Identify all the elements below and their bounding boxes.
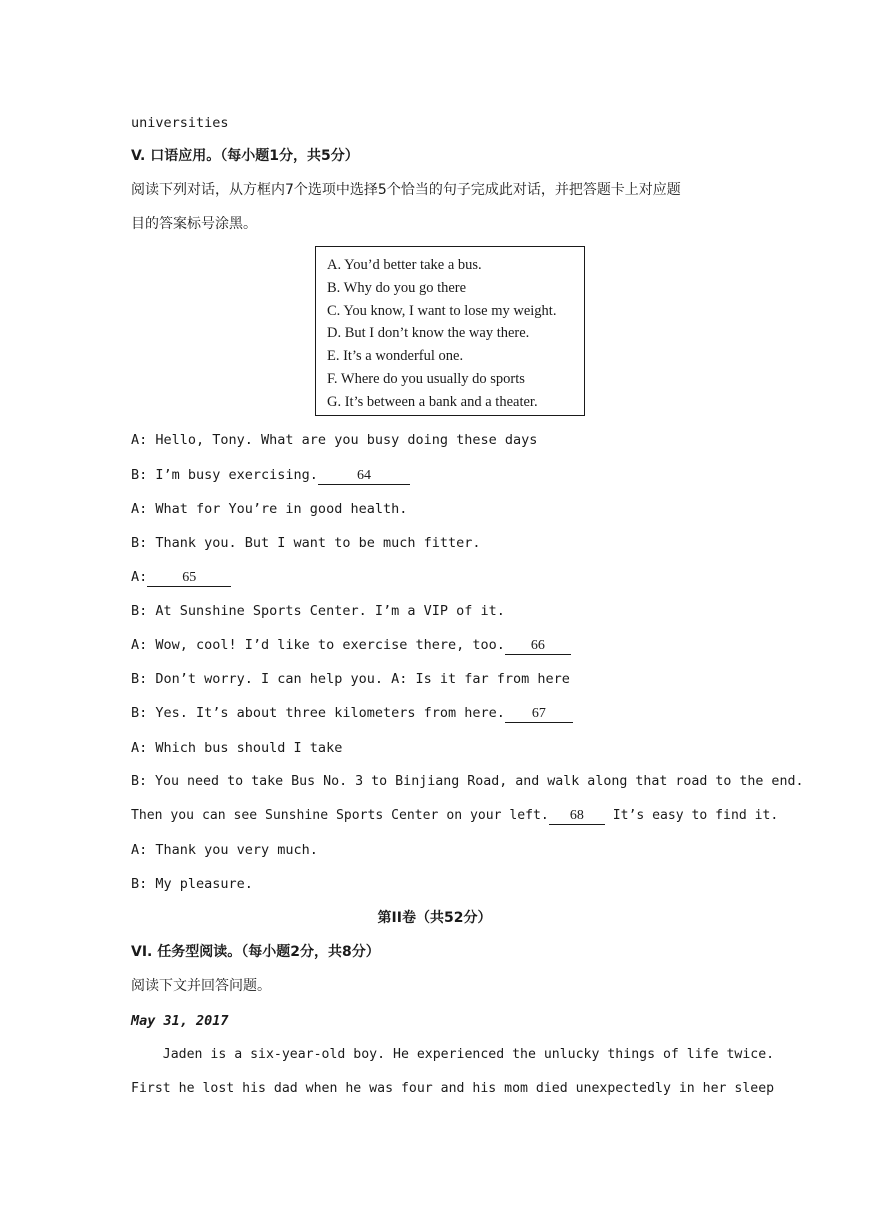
instruction-text: 阅读下文并回答问题。 [131,978,271,994]
answer-blank: 67 [505,706,573,723]
dialogue-line: B: Thank you. But I want to be much fitter. [131,535,481,551]
dialogue-line [131,466,410,485]
dialogue-line: A: What for You’re in good health. [131,501,408,517]
section-heading: VI. 任务型阅读。（每小题2分，共8分） [131,944,380,960]
option-item: C. You know, I want to lose my weight. [327,302,557,319]
section-heading: V. 口语应用。（每小题1分，共5分） [131,148,359,164]
option-item: F. Where do you usually do sports [327,370,525,387]
dialogue-text: A: [131,569,148,585]
passage-date: May 31, 2017 [131,1013,229,1029]
option-item: G. It’s between a bank and a theater. [327,393,538,410]
dialogue-line: B: My pleasure. [131,876,253,892]
dialogue-text: B: Yes. It’s about three kilometers from here. [131,705,505,721]
dialogue-line: B: At Sunshine Sports Center. I’m a VIP of it. [131,603,505,619]
dialogue-text: It’s easy to find it. [604,808,779,823]
dialogue-line [131,704,573,723]
dialogue-line: A: Which bus should I take [131,740,343,756]
dialogue-line: A: Thank you very much. [131,842,318,858]
option-item: A. You’d better take a bus. [327,257,482,273]
passage-text: First he lost his dad when he was four and his mom died unexpectedly in her sleep [131,1081,775,1096]
dialogue-text: A: Wow, cool! I’d like to exercise there, too. [131,637,505,653]
option-item: E. It’s a wonderful one. [327,348,464,365]
text-line: universities [131,115,229,131]
answer-blank: 66 [505,638,571,655]
answer-blank: 68 [549,808,605,825]
dialogue-line: A: Hello, Tony. What are you busy doing these days [131,432,538,448]
options-box [315,246,585,416]
answer-blank: 64 [318,468,410,485]
dialogue-line: B: You need to take Bus No. 3 to Binjiang Road, and walk along that road to the end. [131,774,804,789]
dialogue-line [131,568,231,587]
instruction-text: 目的答案标号涂黑。 [131,216,257,232]
passage-text: Jaden is a six-year-old boy. He experienced the unlucky things of life twice. [131,1047,775,1062]
option-item: D. But I don’t know the way there. [327,325,530,342]
answer-blank: 65 [147,570,231,587]
dialogue-text: B: I’m busy exercising. [131,467,318,483]
option-item: B. Why do you go there [327,279,467,296]
dialogue-line [131,636,571,655]
dialogue-line [131,807,778,825]
instruction-text: 阅读下列对话，从方框内7个选项中选择5个恰当的句子完成此对话，并把答题卡上对应题 [131,182,681,198]
dialogue-text: Then you can see Sunshine Sports Center on your left. [131,808,549,823]
part-title: 第II卷（共52分） [377,910,492,926]
dialogue-line: B: Don’t worry. I can help you. A: Is it far from here [131,671,570,687]
